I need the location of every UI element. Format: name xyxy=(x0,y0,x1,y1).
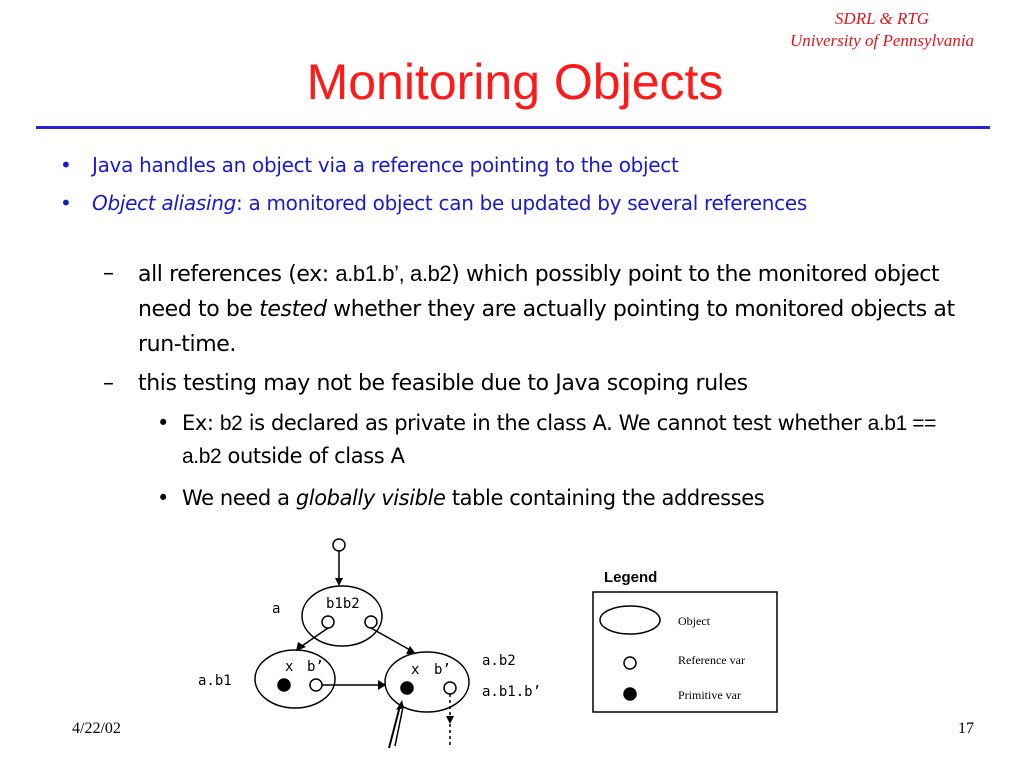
subbullet-marker: – xyxy=(103,371,114,396)
reference-b1 xyxy=(322,616,334,628)
label-x-right: x xyxy=(411,662,420,678)
root-arrow-head xyxy=(335,578,343,586)
text-segment: table containing the addresses xyxy=(445,486,765,510)
title-divider xyxy=(36,126,990,129)
code-segment: a.b1.b’, a.b2 xyxy=(335,261,452,286)
reference-bprime-right xyxy=(444,682,456,694)
footer-date: 4/22/02 xyxy=(72,720,121,737)
emphasis-segment: globally visible xyxy=(295,486,446,510)
legend-title: Legend xyxy=(604,569,658,586)
root-reference-circle xyxy=(333,539,345,551)
label-a: a xyxy=(272,601,281,617)
text-segment: outside of class A xyxy=(221,444,405,468)
subbullet-marker: – xyxy=(103,261,114,286)
subsubbullet-globally-visible xyxy=(157,482,957,514)
bullet-object-aliasing xyxy=(60,188,900,218)
reference-bprime-left xyxy=(310,679,322,691)
bullet-java-handles xyxy=(60,150,900,180)
label-b1b2: b1b2 xyxy=(326,596,360,612)
arrow-b2 xyxy=(371,628,410,650)
label-a-b1-bprime: a.b1.b’ xyxy=(482,684,542,700)
slide-title: Monitoring Objects xyxy=(306,54,724,110)
primitive-x-left xyxy=(278,679,290,691)
bullet-marker: • xyxy=(60,191,72,215)
arrow-b2-head xyxy=(406,646,416,654)
text-segment: Ex: xyxy=(182,411,220,435)
reference-b2 xyxy=(365,616,377,628)
legend-reference-icon xyxy=(624,657,636,669)
legend xyxy=(590,560,790,720)
label-x-left: x xyxy=(285,659,294,675)
subbullet-all-references xyxy=(103,256,983,362)
bullet-marker: • xyxy=(60,153,72,177)
legend-reference-label: Reference var xyxy=(678,653,745,667)
label-bprime-left: b’ xyxy=(307,659,324,675)
page-number: 17 xyxy=(958,720,974,737)
subbullet-scoping xyxy=(103,366,983,401)
outgoing-dashed-arrow-head xyxy=(446,716,454,724)
affiliation xyxy=(752,8,1012,52)
object-right xyxy=(385,652,469,712)
legend-object-icon xyxy=(600,606,660,634)
legend-primitive-label: Primitive var xyxy=(678,688,741,702)
text-segment: We need a xyxy=(182,486,296,510)
legend-primitive-icon xyxy=(624,688,636,700)
bullet-text: Java handles an object via a reference pointing to the object xyxy=(92,153,679,177)
label-a-b1: a.b1 xyxy=(198,673,232,689)
primitive-x-right xyxy=(401,682,413,694)
legend-object-label: Object xyxy=(678,614,710,628)
bullet-text: : a monitored object can be updated by several references xyxy=(235,191,807,215)
object-diagram xyxy=(190,530,570,755)
label-a-b2: a.b2 xyxy=(482,653,516,669)
subsubbullet-marker: • xyxy=(157,411,169,435)
subbullet-text: this testing may not be feasible due to Java scoping rules xyxy=(138,371,748,396)
text-segment: all references (ex: xyxy=(138,262,336,287)
code-segment: b2 xyxy=(219,412,243,435)
text-segment: whether they are actually pointing to monitored objects at run-time. xyxy=(138,297,955,357)
text-segment: is declared as private in the class A. We cannot test whether xyxy=(242,411,868,435)
subsubbullet-example xyxy=(157,407,957,473)
subsubbullet-marker: • xyxy=(157,486,169,510)
bullet-emphasis: Object aliasing xyxy=(92,191,236,215)
text-segment: ) which possibly point to the monitored object need to be xyxy=(138,262,940,322)
affiliation-line2: University of Pennsylvania xyxy=(789,31,975,50)
affiliation-line1: SDRL & RTG xyxy=(834,9,930,28)
code-segment: a.b1 == a.b2 xyxy=(182,412,937,468)
emphasis-segment: tested xyxy=(259,297,327,322)
label-bprime-right: b’ xyxy=(434,662,451,678)
